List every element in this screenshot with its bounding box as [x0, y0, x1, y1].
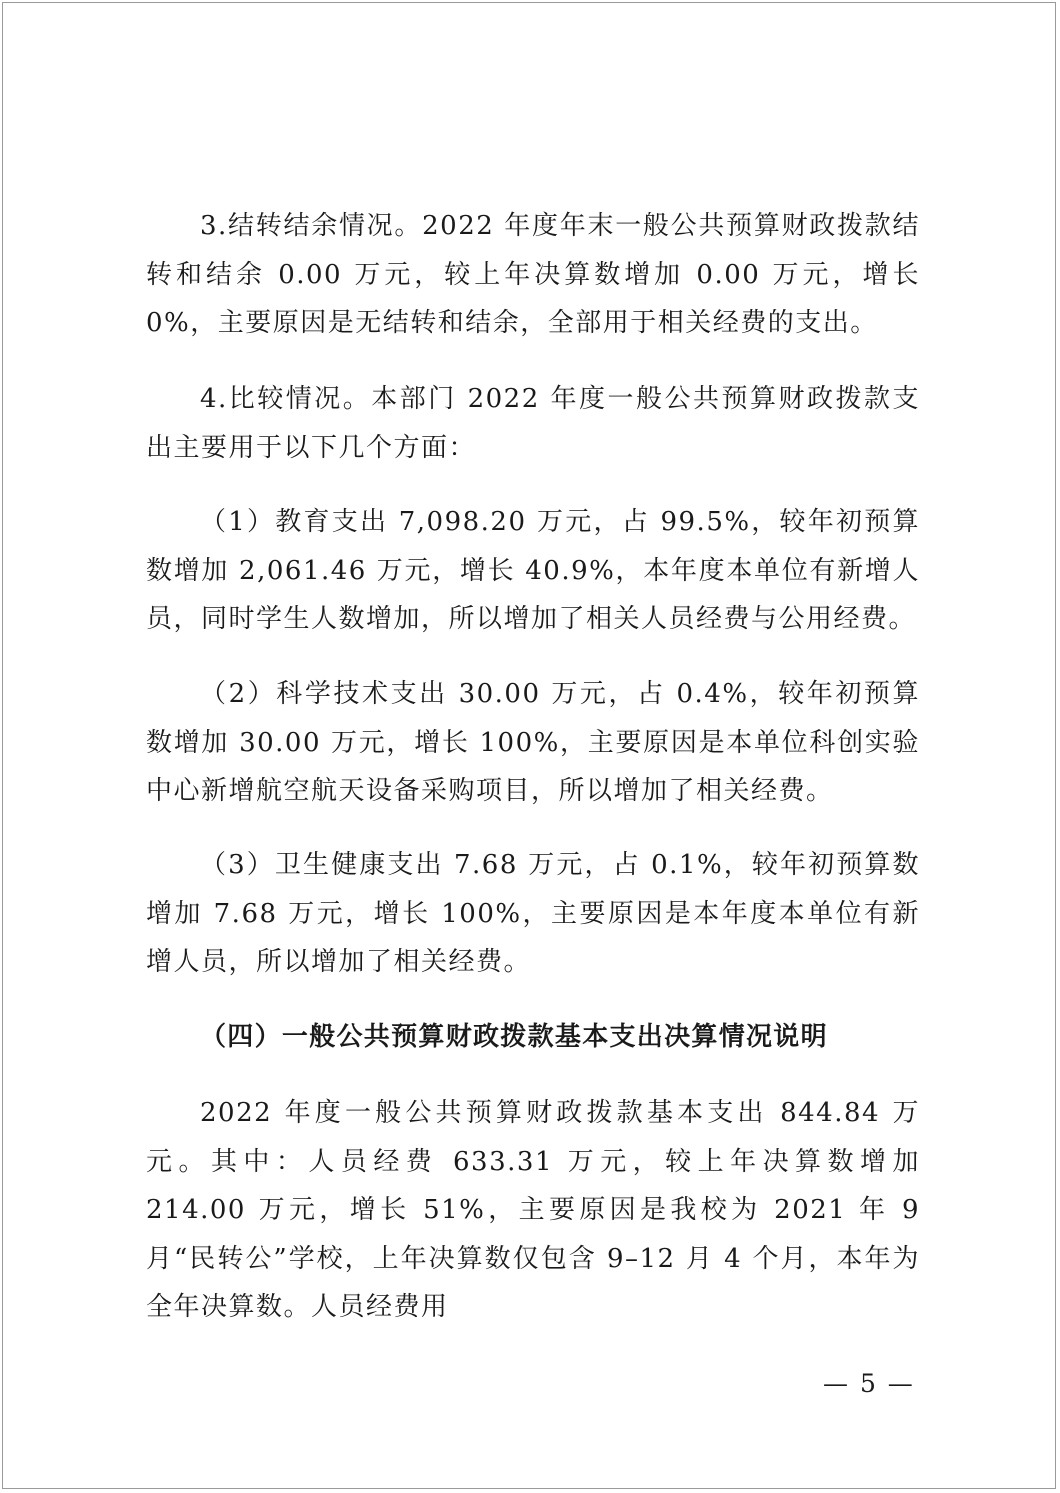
- paragraph-basic-expenditure: 2022 年度一般公共预算财政拨款基本支出 844.84 万元。其中：人员经费 633.31 万元，较上年决算数增加 214.00 万元，增长 51%，主要原因是我校为 2021 年 9 月“民转公”学校，上年决算数仅包含 9–12 月 4 个月，本年为全年决算数。人员经费用: [146, 1098, 920, 1322]
- section-heading-basic-expenditure: （四）一般公共预算财政拨款基本支出决算情况说明: [200, 1022, 828, 1052]
- paragraph-science-expense: （2）科学技术支出 30.00 万元，占 0.4%，较年初预算数增加 30.00 万元，增长 100%，主要原因是本单位科创实验中心新增航空航天设备采购项目，所以增加了相关经费。: [146, 679, 920, 806]
- paragraph-carryover-balance: 3.结转结余情况。2022 年度年末一般公共预算财政拨款结转和结余 0.00 万元，较上年决算数增加 0.00 万元，增长 0%，主要原因是无结转和结余，全部用于相关经费的支出。: [146, 211, 920, 338]
- page-number: — 5 —: [823, 1369, 915, 1398]
- paragraph-education-expense: （1）教育支出 7,098.20 万元，占 99.5%，较年初预算数增加 2,061.46 万元，增长 40.9%，本年度本单位有新增人员，同时学生人数增加，所以增加了相关人员经费与公用经费。: [146, 507, 920, 634]
- paragraph-health-expense: （3）卫生健康支出 7.68 万元，占 0.1%，较年初预算数增加 7.68 万元，增长 100%，主要原因是本年度本单位有新增人员，所以增加了相关经费。: [146, 850, 920, 977]
- paragraph-comparison: 4.比较情况。本部门 2022 年度一般公共预算财政拨款支出主要用于以下几个方面：: [146, 384, 920, 463]
- document-page: [2, 2, 1056, 1489]
